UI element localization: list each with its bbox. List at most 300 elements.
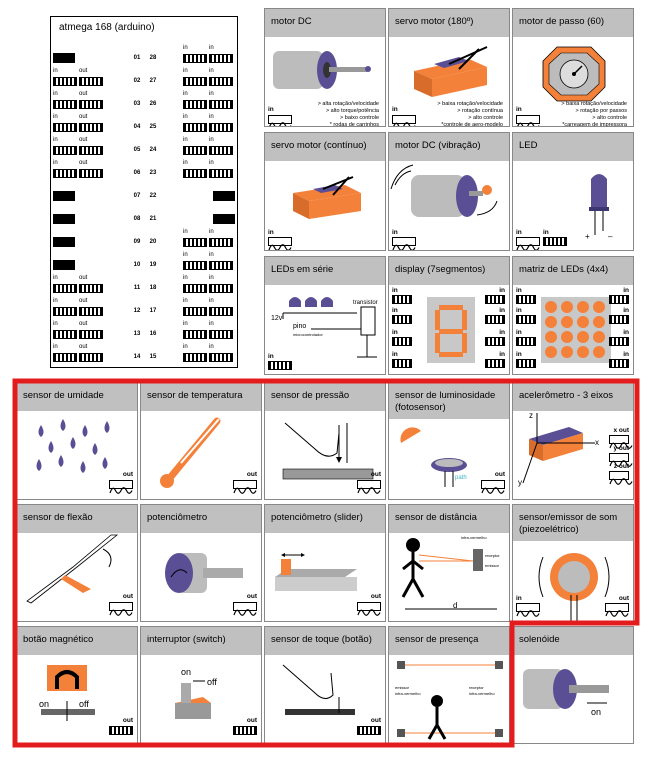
transistor-label: transistor (353, 300, 378, 306)
input-label: in (623, 351, 629, 358)
infrared-label: infra-vermelho (469, 691, 495, 696)
card-servo-continuo[interactable] (264, 132, 386, 251)
infrared-label: infra-vermelho (461, 535, 487, 540)
input-label: in (209, 45, 214, 51)
off-label: off (79, 699, 89, 709)
card-title: servo motor (contínuo) (271, 140, 367, 151)
sine-signal-icon (516, 115, 540, 124)
sine-signal-icon (609, 453, 629, 462)
pwm-signal-icon (543, 237, 567, 246)
servo-continuous-illustration (265, 133, 386, 251)
input-label: in (183, 91, 188, 97)
pwm-signal-icon (516, 315, 536, 324)
pwm-signal-icon (209, 238, 233, 247)
input-label: in (209, 252, 214, 258)
card-led[interactable] (512, 132, 634, 251)
emitter-label: emissor (395, 685, 410, 690)
matrix-led-dot (561, 346, 573, 358)
card-title: acelerômetro - 3 eixos (519, 390, 613, 401)
pin-number: 26 (149, 101, 157, 107)
drop-icon (39, 425, 44, 437)
pwm-signal-icon (392, 337, 412, 346)
on-label: on (39, 699, 50, 709)
pwm-signal-icon (609, 359, 629, 368)
input-label: in (516, 595, 522, 602)
chip-pin-row (51, 45, 239, 65)
off-label: off (207, 677, 217, 687)
pwm-signal-icon (209, 353, 233, 362)
card-title: sensor de temperatura (147, 390, 243, 401)
input-label: in (516, 329, 522, 336)
pwm-signal-icon (79, 353, 103, 362)
pwm-signal-icon (183, 353, 207, 362)
card-umidade[interactable] (16, 382, 138, 500)
output-label: out (79, 137, 88, 143)
leds-series-circuit (265, 257, 386, 375)
output-label: out (494, 471, 505, 478)
chip-pin-row (51, 91, 239, 111)
sine-signal-icon (609, 435, 629, 444)
input-label: in (209, 344, 214, 350)
chip-pin-row (51, 252, 239, 272)
pwm-signal-icon (79, 284, 103, 293)
matrix-led-dot (561, 331, 573, 343)
pwm-signal-icon (183, 77, 207, 86)
led-illustration (513, 133, 634, 251)
chip-pin-row (51, 68, 239, 88)
pwm-signal-icon (183, 284, 207, 293)
pwm-signal-icon (53, 146, 77, 155)
pwm-signal-icon (53, 284, 77, 293)
card-flexao[interactable] (16, 504, 138, 622)
output-label: out (79, 298, 88, 304)
pin-number: 22 (149, 193, 157, 199)
sine-signal-icon (609, 471, 629, 480)
card-distancia[interactable] (388, 504, 510, 622)
output-label: out (79, 321, 88, 327)
drop-icon (83, 425, 88, 437)
input-label: in (183, 252, 188, 258)
chip-pin-row (51, 137, 239, 157)
chip-pin-row (51, 275, 239, 295)
sine-signal-icon (268, 237, 292, 246)
matrix-led-dot (561, 316, 573, 328)
drop-icon (103, 457, 108, 469)
card-title: LED (519, 140, 538, 151)
pin-number: 16 (149, 331, 157, 337)
card-potenciometro[interactable] (140, 504, 262, 622)
card-toque[interactable] (264, 626, 386, 744)
card-title: LEDs em série (271, 264, 334, 275)
drop-icon (37, 459, 42, 471)
pin-number: 09 (133, 239, 141, 245)
card-title: interruptor (switch) (147, 634, 226, 645)
pin-number: 17 (149, 308, 157, 314)
pwm-signal-icon (209, 100, 233, 109)
pin-number: 12 (133, 308, 141, 314)
pwm-signal-icon (183, 54, 207, 63)
input-label: in (53, 298, 58, 304)
input-label: in (543, 229, 549, 236)
input-label: in (392, 106, 398, 113)
pwm-signal-icon (53, 353, 77, 362)
pwm-signal-icon (209, 54, 233, 63)
input-label: in (516, 307, 522, 314)
sine-signal-icon (233, 602, 257, 611)
pwm-signal-icon (609, 315, 629, 324)
input-label: in (183, 45, 188, 51)
pwm-signal-icon (183, 169, 207, 178)
output-label: out (246, 593, 257, 600)
pwm-signal-icon (392, 295, 412, 304)
pwm-signal-icon (79, 146, 103, 155)
pwm-signal-icon (485, 359, 505, 368)
axis-y-label: y (518, 478, 522, 487)
sine-signal-icon (516, 603, 540, 612)
sine-signal-icon (392, 237, 416, 246)
card-title: sensor de distância (395, 512, 477, 523)
pwm-signal-icon (183, 307, 207, 316)
input-label: in (499, 287, 505, 294)
card-solenoide[interactable] (512, 626, 634, 744)
on-label: on (181, 667, 192, 677)
pin-number: 28 (149, 55, 157, 61)
matrix-led-dot (545, 346, 557, 358)
pin-number: 21 (149, 216, 157, 222)
sine-signal-icon (605, 603, 629, 612)
pwm-signal-icon (79, 330, 103, 339)
input-label: in (209, 91, 214, 97)
pwm-signal-icon (609, 337, 629, 346)
input-label: in (392, 329, 398, 336)
unused-pin-block (53, 260, 75, 270)
solenoid-illustration (513, 627, 634, 744)
card-title: solenóide (519, 634, 560, 645)
receiver-label: receptor (469, 685, 484, 690)
input-label: in (53, 321, 58, 327)
input-label: in (209, 229, 214, 235)
card-title: potenciômetro (147, 512, 208, 523)
input-label: in (499, 307, 505, 314)
pin-number: 25 (149, 124, 157, 130)
chip-pin-row (51, 160, 239, 180)
pwm-signal-icon (53, 330, 77, 339)
anode-label: + (585, 232, 590, 241)
pwm-signal-icon (183, 146, 207, 155)
input-label: in (209, 275, 214, 281)
pwm-signal-icon (79, 77, 103, 86)
output-label: out (79, 91, 88, 97)
input-label: in (183, 321, 188, 327)
drop-icon (81, 461, 86, 473)
matrix-led-dot (593, 316, 605, 328)
input-label: in (623, 329, 629, 336)
card-pressao[interactable] (264, 382, 386, 500)
pin-number: 07 (133, 193, 141, 199)
matrix-led-dot (593, 346, 605, 358)
pwm-signal-icon (485, 315, 505, 324)
distance-label: d (453, 601, 458, 610)
sine-signal-icon (109, 480, 133, 489)
pwm-signal-icon (209, 123, 233, 132)
input-label: in (183, 275, 188, 281)
card-motor-vibracao[interactable] (388, 132, 510, 251)
infrared-label: infra-vermelho (395, 691, 421, 696)
pin-number: 14 (133, 354, 141, 360)
pin-number: 08 (133, 216, 141, 222)
input-label: in (53, 68, 58, 74)
axis-x-label: x (595, 438, 599, 447)
microcontroller-label: microcontrolador (293, 332, 323, 337)
card-display[interactable] (388, 256, 510, 375)
output-label: out (246, 717, 257, 724)
input-label: in (53, 160, 58, 166)
output-label: out (370, 593, 381, 600)
matrix-led-dot (593, 331, 605, 343)
pwm-signal-icon (209, 146, 233, 155)
card-title: display (7segmentos) (395, 264, 486, 275)
sine-signal-icon (357, 480, 381, 489)
axis-z-label: z (529, 411, 533, 420)
output-label: out (79, 160, 88, 166)
pwm-signal-icon (609, 295, 629, 304)
pwm-signal-icon (268, 361, 292, 370)
output-label: out (370, 471, 381, 478)
matrix-led-dot (561, 301, 573, 313)
card-luminosidade[interactable] (388, 382, 510, 500)
card-som[interactable] (512, 504, 634, 622)
card-botao-magnetico[interactable] (16, 626, 138, 744)
on-label: on (591, 707, 602, 717)
pwm-signal-icon (209, 284, 233, 293)
pwm-signal-icon (79, 100, 103, 109)
pin-number: 19 (149, 262, 157, 268)
pwm-signal-icon (79, 123, 103, 132)
unused-pin-block (213, 214, 235, 224)
chip-pin-row (51, 321, 239, 341)
card-acelerometro[interactable] (512, 382, 634, 500)
card-interruptor[interactable] (140, 626, 262, 744)
pwm-signal-icon (209, 261, 233, 270)
sine-signal-icon (392, 115, 416, 124)
drop-icon (49, 441, 54, 453)
card-servo-180[interactable]: servo motor (180º) > baixa rotação/velocidade > rotação contínua > alto controle *controle de aero-modelo in (388, 8, 510, 127)
output-label: out (122, 471, 133, 478)
chip-pin-row (51, 229, 239, 249)
pwm-signal-icon (53, 169, 77, 178)
sine-signal-icon (233, 480, 257, 489)
input-label: in (392, 351, 398, 358)
card-title: motor DC (vibração) (395, 140, 481, 151)
input-label: in (268, 353, 274, 360)
matrix-led-dot (545, 331, 557, 343)
input-label: in (183, 114, 188, 120)
card-title: servo motor (180º) (395, 16, 474, 27)
card-pot-slider[interactable] (264, 504, 386, 622)
chip-pin-row (51, 298, 239, 318)
pwm-signal-icon (183, 100, 207, 109)
sine-signal-icon (481, 480, 505, 489)
pin-number: 15 (149, 354, 157, 360)
pwm-signal-icon (183, 330, 207, 339)
axis-output-label: x out (613, 427, 629, 434)
pwm-signal-icon (516, 295, 536, 304)
pin-label: pino (293, 323, 307, 330)
output-label: out (79, 275, 88, 281)
pin-number: 27 (149, 78, 157, 84)
axis-output-label: z out (613, 463, 629, 470)
pwm-signal-icon (183, 123, 207, 132)
pwm-signal-icon (233, 726, 257, 735)
chip-pin-row (51, 344, 239, 364)
input-label: in (183, 68, 188, 74)
pwm-signal-icon (485, 295, 505, 304)
input-label: in (183, 344, 188, 350)
card-title: sensor/emissor de som (519, 512, 618, 523)
receiver-label: receptor (485, 553, 500, 558)
pin-number: 03 (133, 101, 141, 107)
pwm-signal-icon (183, 261, 207, 270)
card-presenca[interactable] (388, 626, 510, 744)
pwm-signal-icon (53, 123, 77, 132)
input-label: in (183, 298, 188, 304)
emitter-label: emissor (485, 563, 500, 568)
output-label: out (79, 344, 88, 350)
input-label: in (209, 114, 214, 120)
input-label: in (268, 106, 274, 113)
matrix-led-dot (577, 346, 589, 358)
input-label: in (392, 287, 398, 294)
card-title: sensor de presença (395, 634, 479, 645)
pin-number: 20 (149, 239, 157, 245)
drop-icon (61, 419, 66, 431)
matrix-led-dot (545, 316, 557, 328)
unused-pin-block (53, 214, 75, 224)
input-label: in (499, 329, 505, 336)
pwm-signal-icon (109, 726, 133, 735)
card-subtitle: (piezoelétrico) (519, 524, 579, 535)
input-label: in (53, 91, 58, 97)
pin-number: 01 (133, 55, 141, 61)
pin-number: 05 (133, 147, 141, 153)
pin-number: 02 (133, 78, 141, 84)
output-label: out (122, 593, 133, 600)
card-title: motor DC (271, 16, 312, 27)
pin-number: 18 (149, 285, 157, 291)
output-label: out (79, 114, 88, 120)
pwm-signal-icon (485, 337, 505, 346)
input-label: in (623, 307, 629, 314)
pwm-signal-icon (516, 337, 536, 346)
pin-number: 24 (149, 147, 157, 153)
card-title: sensor de pressão (271, 390, 350, 401)
pwm-signal-icon (209, 169, 233, 178)
matrix-led-dot (577, 301, 589, 313)
input-label: in (623, 287, 629, 294)
pwm-signal-icon (392, 315, 412, 324)
card-motor-dc[interactable] (264, 8, 386, 127)
pwm-signal-icon (79, 169, 103, 178)
chip-pin-row (51, 206, 239, 226)
card-subtitle: (fotosensor) (395, 402, 446, 413)
output-label: out (618, 595, 629, 602)
unused-pin-block (53, 53, 75, 63)
output-label: out (370, 717, 381, 724)
input-label: in (209, 298, 214, 304)
input-label: in (516, 229, 522, 236)
pwm-signal-icon (516, 359, 536, 368)
pin-number: 04 (133, 124, 141, 130)
unused-pin-block (53, 191, 75, 201)
input-label: in (183, 137, 188, 143)
drop-icon (93, 443, 98, 455)
pin-number: 13 (133, 331, 141, 337)
path-label: path (455, 475, 467, 481)
matrix-led-dot (593, 301, 605, 313)
input-label: in (499, 351, 505, 358)
input-label: in (53, 275, 58, 281)
input-label: in (183, 160, 188, 166)
card-title: sensor de toque (botão) (271, 634, 372, 645)
card-title: potenciômetro (slider) (271, 512, 363, 523)
pwm-signal-icon (53, 100, 77, 109)
input-label: in (183, 229, 188, 235)
drop-icon (71, 437, 76, 449)
drop-icon (105, 421, 110, 433)
card-title: botão magnético (23, 634, 94, 645)
card-motor-passo[interactable]: motor de passo (60) > baixa rotação/velocidade > rotação por passos > alto controle *carreagem de impressora in (512, 8, 634, 127)
sine-signal-icon (268, 115, 292, 124)
card-note: > alta rotação/velocidade > alto torque/potência > baixo controle * rodas de carrinhos (317, 101, 379, 127)
input-label: in (209, 68, 214, 74)
sine-signal-icon (357, 602, 381, 611)
input-label: in (516, 106, 522, 113)
axis-output-label: y out (613, 445, 629, 452)
matrix-led-dot (577, 331, 589, 343)
card-temperatura[interactable] (140, 382, 262, 500)
card-leds-serie[interactable] (264, 256, 386, 375)
drop-icon (59, 455, 64, 467)
card-title: motor de passo (60) (519, 16, 605, 27)
pwm-signal-icon (209, 77, 233, 86)
cathode-label: – (608, 232, 613, 241)
output-label: out (122, 717, 133, 724)
vibration-motor-illustration (389, 133, 510, 251)
card-title: matriz de LEDs (4x4) (519, 264, 609, 275)
card-title: sensor de luminosidade (395, 390, 496, 401)
card-matriz[interactable] (512, 256, 634, 375)
card-title: sensor de flexão (23, 512, 93, 523)
pin-number: 06 (133, 170, 141, 176)
pwm-signal-icon (53, 307, 77, 316)
pwm-signal-icon (357, 726, 381, 735)
input-label: in (53, 344, 58, 350)
pin-number: 10 (133, 262, 141, 268)
voltage-label: 12v (271, 315, 283, 322)
sine-signal-icon (109, 602, 133, 611)
input-label: in (209, 160, 214, 166)
chip-title: atmega 168 (arduino) (59, 22, 155, 33)
chip-pin-row (51, 114, 239, 134)
output-label: out (246, 471, 257, 478)
pwm-signal-icon (209, 307, 233, 316)
output-label: out (79, 68, 88, 74)
input-label: in (516, 287, 522, 294)
matrix-led-dot (577, 316, 589, 328)
unused-pin-block (213, 191, 235, 201)
pin-number: 23 (149, 170, 157, 176)
pwm-signal-icon (79, 307, 103, 316)
